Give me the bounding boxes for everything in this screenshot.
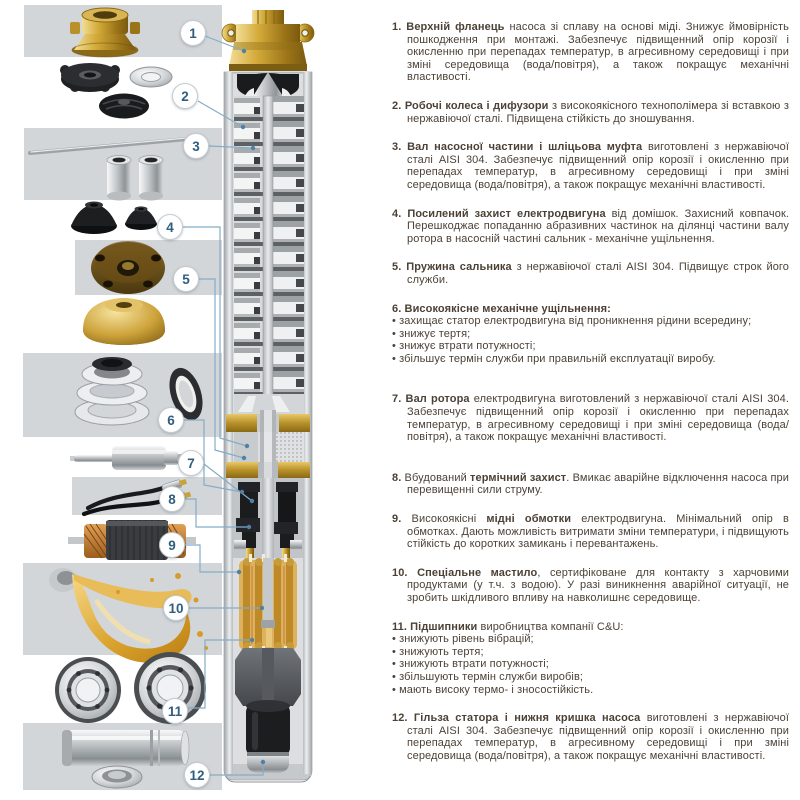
spec-item-5: 5. Пружина сальника з нержавіючої сталі AISI 304. Підвищує строк його служби. — [392, 261, 790, 286]
spec-item-9: 9. Високоякісні мідні обмотки електродвигуна. Мінімальний опір в обмотках. Дають можливість витримати зміни температури, і підвищують стійкість до коротких замикань і перевантажень. — [392, 513, 789, 551]
spec-item-11: 11. Підшипники виробництва компанії C&U: • знижують рівень вібрацій; • знижують тертя; • знижують втрати потужності; • збільшують термін служби виробів; • мають високу термо- і зносостійкість. — [392, 621, 789, 697]
spec-bullet: • захищає статор електродвигуна від проникнення рідини всередину; — [392, 315, 752, 328]
spec-item-12: 12. Гільза статора і нижня кришка насоса виготовлені з нержавіючої сталі AISI 304. Забезпечує підвищенний опір корозії і окисленню при перепадах температур, в агресивному середовищі і при зміні середовища (вода/повітря), а також покращує механічні властивості. — [392, 712, 789, 762]
callout-4: 4 — [157, 214, 183, 240]
spec-bullet: • мають високу термо- і зносостійкість. — [392, 683, 594, 696]
callout-12: 12 — [184, 762, 210, 788]
spec-bullet: • знижує тертя; — [392, 327, 471, 340]
spec-item-2: 2. Робочі колеса і дифузори з високоякісного технополімера зі вставкою з нержавіючої сталі. Підвищена стійкість до зношування. — [392, 99, 790, 125]
spec-text-panel — [392, 21, 789, 763]
callout-9: 9 — [159, 532, 185, 558]
spec-bullet: • знижують втрати потужності; — [392, 658, 549, 671]
spec-bullet: • знижують рівень вібрацій; — [392, 633, 534, 646]
spec-item-1: 1. Верхній фланець насоса зі сплаву на основі міді. Знижує ймовірність пошкодження при монтажі. Забезпечує підвищенний опір корозії і окисленню при перепадах температур, в агресивному середовищі і при зміні середовища (вода/повітря), а також покращує механічні властивості. — [392, 21, 789, 84]
spec-item-3: 3. Вал насосної частини і шліцьова муфта виготовлені з нержавіючої сталі AISI 304. Забезпечує підвищенний опір корозії і окисленню при перепадах температур, в агресивному середовищі і при зміні середовища (вода/повітря), а також покращує механічні властивості. — [392, 141, 789, 191]
spec-item-6: 6. Високоякісне механічне ущільнення: • захищає статор електродвигуна від проникнення рідини всередину; • знижує тертя; • знижує втрати потужності; • збільшує термін служби при правильній експлуатації виробу. — [392, 303, 789, 366]
spec-bullet: • знижують тертя; — [392, 645, 484, 658]
callout-5: 5 — [173, 266, 199, 292]
callout-6: 6 — [158, 407, 184, 433]
callout-7: 7 — [178, 450, 204, 476]
spec-bullet: • збільшують термін служби виробів; — [392, 670, 584, 683]
spec-item-10: 10. Спеціальне мастило, сертифіковане для контакту з харчовими продуктами (у т.ч. з водою). У разі виникнення аварійної ситуації, не зробить шкідливого впливу на навколишнє середовище. — [392, 566, 789, 604]
spec-item-8: 8. Вбудований термічний захист. Вмикає аварійне відключення насоса при перевищенні сили струму. — [392, 471, 789, 497]
spec-bullet: • збільшує термін служби при правильній експлуатації виробу. — [392, 352, 716, 365]
spec-item-4: 4. Посилений захист електродвигуна від домішок. Захисний ковпачок. Перешкоджає попаданню абразивних частинок на ділянці частини валу ротора в насосній частині сальник - механічне ущільнення. — [392, 207, 790, 245]
callout-2: 2 — [172, 83, 198, 109]
spec-bullet: • знижує втрати потужності; — [392, 340, 536, 353]
callout-10: 10 — [163, 595, 189, 621]
callout-1: 1 — [180, 20, 206, 46]
spec-item-7: 7. Вал ротора електродвигуна виготовлений з нержавіючої сталі AISI 304. Забезпечує підвищенний опір корозії і окисленню при перепадах температур, в агресивному середовищі і при зміні середовища (вода/повітря), а також покращує механічні властивості. — [392, 393, 789, 444]
callout-8: 8 — [159, 486, 185, 512]
callout-3: 3 — [183, 133, 209, 159]
callout-11: 11 — [162, 698, 188, 724]
